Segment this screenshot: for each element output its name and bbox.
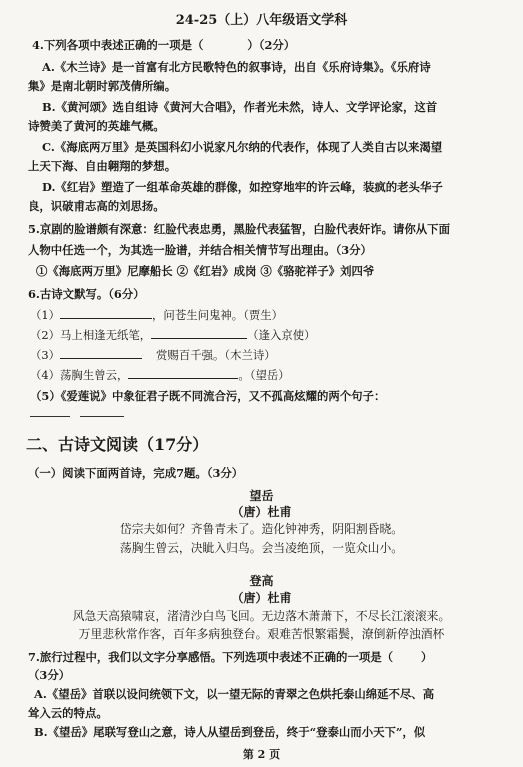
question-4-points: ）（2分） — [247, 38, 296, 52]
question-6-item-5: （5）《爱莲说》中象征君子既不同流合污，又不孤高炫耀的两个句子： — [30, 389, 386, 403]
question-5-options: ①《海底两万里》尼摩船长 ②《红岩》成岗 ③《骆驼祥子》刘四爷 — [36, 264, 375, 278]
question-6-item-2 — [30, 328, 316, 342]
question-7-option-a-line2: 耸入云的特点。 — [28, 706, 108, 720]
item-text: 荡胸生曾云， — [60, 368, 129, 382]
item-number: （3） — [30, 348, 61, 362]
question-6-item-1 — [30, 308, 283, 322]
fill-in-blank[interactable] — [151, 328, 247, 339]
item-source: 。（望岳） — [238, 368, 290, 382]
fill-in-blank[interactable] — [60, 348, 142, 359]
question-7-stem-text: 7.旅行过程中，我们以文字分享感悟。下列选项中表述不正确的一项是（ — [28, 650, 394, 664]
question-4-option-d-line2: 良，识破甫志高的刘思扬。 — [28, 199, 165, 213]
fill-in-blank[interactable] — [60, 308, 152, 319]
question-4-option-b-line1: B.《黄河颂》选自组诗《黄河大合唱》，作者光未然，诗人、文学评论家，这首 — [42, 100, 438, 114]
question-4-option-c-line1: C.《海底两万里》是英国科幻小说家凡尔纳的代表作，体现了人类自古以来渴望 — [42, 140, 443, 154]
question-4-option-a-line1: A.《木兰诗》是一首富有北方民歌特色的叙事诗，出自《乐府诗集》。《乐府诗 — [42, 60, 431, 74]
fill-in-blank[interactable] — [128, 368, 238, 379]
question-7-points: （3分） — [28, 668, 71, 682]
question-4-stem — [32, 38, 295, 52]
part-1-intro: （一）阅读下面两首诗，完成7题。（3分） — [28, 466, 244, 480]
poem-1-line-1: 岱宗夫如何？齐鲁青未了。造化钟神秀，阴阳割昏晓。 — [119, 522, 404, 536]
question-4-option-b-line2: 诗赞美了黄河的英雄气概。 — [28, 119, 165, 133]
question-6-item-3 — [30, 348, 276, 362]
question-5-line2: 人物中任选一个，为其选一脸谱，并结合相关情节写出理由。（3分） — [28, 243, 372, 257]
question-6-item-4 — [30, 368, 290, 382]
item-number: （1） — [30, 308, 61, 322]
question-7-bracket: ） — [421, 650, 433, 664]
question-5-line1: 5.京剧的脸谱颇有深意：红脸代表忠勇，黑脸代表猛智，白脸代表奸诈。请你从下面 — [28, 222, 450, 236]
poem-2-author: （唐）杜甫 — [231, 591, 292, 605]
question-4-stem-text: 4.下列各项中表述正确的一项是（ — [32, 38, 204, 52]
poem-1-title: 望岳 — [249, 489, 274, 503]
question-4-option-d-line1: D.《红岩》塑造了一组革命英雄的群像，如控穿地牢的许云峰，装疯的老头华子 — [42, 180, 443, 194]
item-source: （逢入京使） — [247, 328, 316, 342]
item-text: 赏赐百千强。（木兰诗） — [156, 348, 276, 362]
poem-2-line-2: 万里悲秋常作客，百年多病独登台。艰难苦恨繁霜鬓，潦倒新停浊酒杯 — [78, 627, 445, 641]
item-text: 马上相逢无纸笔， — [60, 328, 152, 342]
item-text: ，问苍生问鬼神。（贾生） — [152, 308, 284, 322]
poem-2-line-1: 风急天高猿啸哀，渚清沙白鸟飞回。无边落木萧萧下，不尽长江滚滚来。 — [72, 609, 451, 623]
poem-1-line-2: 荡胸生曾云，决眦入归鸟。会当凌绝顶，一览众山小。 — [119, 541, 404, 555]
fill-in-blank[interactable] — [30, 416, 70, 417]
question-6-title: 6.古诗文默写。（6分） — [28, 287, 145, 301]
question-7-option-a-line1: A.《望岳》首联以设问统领下文，以一望无际的青翠之色烘托泰山绵延不尽、高 — [34, 687, 435, 701]
question-7-option-b-line1: B.《望岳》尾联写登山之意，诗人从望岳到登岳，终于“登泰山而小天下”，似 — [34, 725, 426, 739]
fill-in-blank[interactable] — [80, 416, 124, 417]
page-number: 第 2 页 — [242, 748, 281, 761]
section-2-title: 二、古诗文阅读（17分） — [26, 435, 209, 454]
page-header-title: 24-25（上）八年级语文学科 — [175, 13, 348, 28]
item-number: （2） — [30, 328, 61, 342]
poem-2-title: 登高 — [249, 574, 274, 588]
question-7-stem — [28, 650, 432, 664]
question-4-option-c-line2: 上天下海、自由翱翔的梦想。 — [28, 159, 177, 173]
question-4-option-a-line2: 集》是南北朝时郭茂倩所编。 — [28, 79, 177, 93]
item-number: （4） — [30, 368, 61, 382]
poem-1-author: （唐）杜甫 — [231, 505, 292, 519]
